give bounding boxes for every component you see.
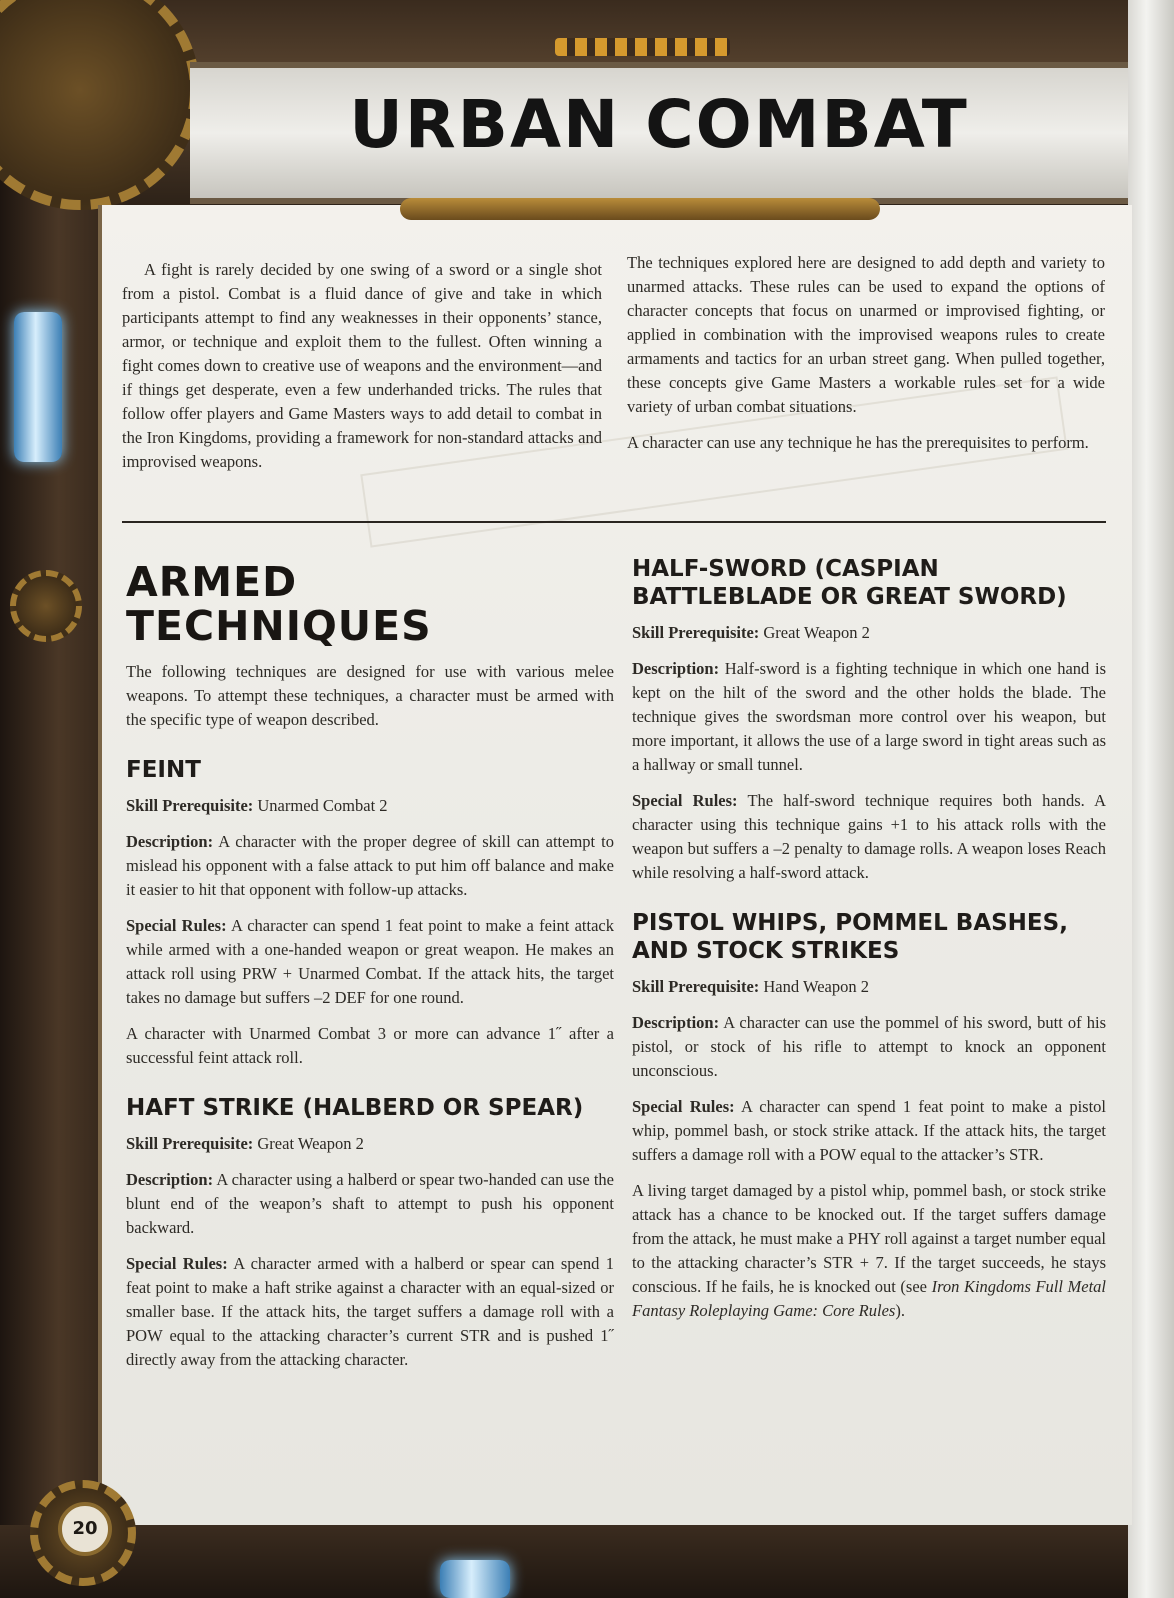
- haft-description: [126, 1168, 614, 1240]
- intro-left-column: [122, 258, 602, 486]
- section-heading: ARMED TECHNIQUES: [126, 558, 432, 650]
- glowing-tube-ornament: [14, 312, 62, 462]
- prereq-value: Great Weapon 2: [763, 623, 870, 642]
- section-intro: The following techniques are designed for use with various melee weapons. To attempt these techniques, a character must be armed with the specific type of weapon described.: [126, 662, 614, 729]
- special-rules-text: The half-sword technique requires both hands. A character using this technique gains +1 to his attack rolls with the weapon but suffers a –2 penalty to damage rolls. A weapon loses Reach while resolving a half-sword attack.: [632, 791, 1107, 882]
- book-title: Iron Kingdoms Full Metal Fantasy Roleplaying Game: Core Rules: [632, 1277, 1107, 1320]
- prereq-value: Great Weapon 2: [257, 1134, 364, 1153]
- right-column: [632, 555, 1106, 1335]
- special-rules-text: A character can spend 1 feat point to make a feint attack while armed with a one-handed weapon or great weapon. He makes an attack roll using PRW + Unarmed Combat. If the attack hits, the target takes no damage but suffers –2 DEF for one round.: [126, 916, 615, 1007]
- special-rules-label: Special Rules:: [632, 1097, 735, 1116]
- description-label: Description:: [126, 1170, 214, 1189]
- next-page-edge: [1128, 0, 1174, 1598]
- feint-prereq: [126, 794, 614, 818]
- half-sword-special-rules: [632, 789, 1106, 885]
- page-title: URBAN COMBAT: [349, 86, 969, 163]
- pistol-description: [632, 1011, 1106, 1083]
- closing-punctuation: ).: [895, 1301, 905, 1320]
- page-number: 20: [58, 1502, 112, 1556]
- intro-paragraph: A character can use any technique he has the prerequisites to perform.: [627, 433, 1089, 452]
- feint-extra: A character with Unarmed Combat 3 or more can advance 1˝ after a successful feint attack roll.: [126, 1024, 614, 1067]
- pistol-prereq: [632, 975, 1106, 999]
- prereq-label: Skill Prerequisite:: [632, 623, 760, 642]
- special-rules-label: Special Rules:: [126, 1254, 228, 1273]
- haft-strike-heading: HAFT STRIKE (HALBERD OR SPEAR): [126, 1095, 584, 1121]
- machinery-frame-bottom: [0, 1525, 1174, 1598]
- description-label: Description:: [632, 1013, 720, 1032]
- description-text: A character can use the pommel of his sword, butt of his pistol, or stock of his rifle to attempt to knock an opponent unconscious.: [632, 1013, 1106, 1080]
- prereq-label: Skill Prerequisite:: [126, 796, 254, 815]
- section-divider: [122, 521, 1106, 523]
- intro-paragraph: A fight is rarely decided by one swing of a sword or a single shot from a pistol. Combat is a fluid dance of give and take in which participants attempt to find any weaknesses in their opponents’ stance, armor, or technique and exploit them to the fullest. Often winning a fight comes down to creative use of weapons and the environment—and if things get desperate, even a few underhanded tricks. The rules that follow offer players and Game Masters ways to add detail to combat in the Iron Kingdoms, providing a framework for non-standard attacks and improvised weapons.: [122, 260, 602, 471]
- haft-special-rules: [126, 1252, 614, 1372]
- description-label: Description:: [632, 659, 720, 678]
- gear-icon: [10, 570, 82, 642]
- prereq-label: Skill Prerequisite:: [126, 1134, 254, 1153]
- prereq-label: Skill Prerequisite:: [632, 977, 760, 996]
- left-column: [126, 560, 614, 1384]
- special-rules-text: A character armed with a halberd or spear can spend 1 feat point to make a haft strike against a character with an equal-sized or smaller base. If the attack hits, the target suffers a damage roll with a POW equal to the attacking character’s current STR and is pushed 1˝ directly away from the attacking character.: [126, 1254, 614, 1369]
- special-rules-label: Special Rules:: [632, 791, 738, 810]
- description-label: Description:: [126, 832, 214, 851]
- description-text: Half-sword is a fighting technique in which one hand is kept on the hilt of the sword and the other holds the blade. The technique gives the swordsman more control over his weapon, but more important, it allows the use of a large sword in tight areas such as a hallway or small tunnel.: [632, 659, 1107, 774]
- special-rules-text: A character can spend 1 feat point to make a pistol whip, pommel bash, or stock strike attack. If the attack hits, the target suffers a damage roll with a POW equal to the attacker’s STR.: [632, 1097, 1107, 1164]
- feint-special-rules: [126, 914, 614, 1010]
- pistol-extra: [632, 1179, 1106, 1323]
- half-sword-prereq: [632, 621, 1106, 645]
- feint-description: [126, 830, 614, 902]
- feint-heading: FEINT: [126, 757, 201, 783]
- description-text: A character using a halberd or spear two-handed can use the blunt end of the weapon’s shaft to attempt to push his opponent backward.: [126, 1170, 615, 1237]
- rivet-lights-ornament: [555, 38, 730, 56]
- prereq-value: Unarmed Combat 2: [257, 796, 388, 815]
- intro-right-column: [627, 251, 1105, 467]
- banner-bottom-bar-ornament: [400, 198, 880, 220]
- pistol-special-rules: [632, 1095, 1106, 1167]
- haft-prereq: [126, 1132, 614, 1156]
- half-sword-description: [632, 657, 1106, 777]
- half-sword-heading: HALF-SWORD (CASPIAN BATTLEBLADE OR GREAT SWORD): [632, 556, 1067, 610]
- pistol-extra-text: A living target damaged by a pistol whip, pommel bash, or stock strike attack has a chance to be knocked out. If the target suffers damage from the attack, he must make a PHY roll against a target number equal to the attacking character’s STR + 7. If the target succeeds, he stays conscious. If he fails, he is knocked out (see: [632, 1181, 1106, 1296]
- special-rules-label: Special Rules:: [126, 916, 227, 935]
- glowing-tube-ornament: [440, 1560, 510, 1598]
- prereq-value: Hand Weapon 2: [763, 977, 869, 996]
- pistol-whips-heading: PISTOL WHIPS, POMMEL BASHES, AND STOCK STRIKES: [632, 910, 1068, 964]
- description-text: A character with the proper degree of skill can attempt to mislead his opponent with a false attack to put him off balance and make it easier to hit that opponent with follow-up attacks.: [126, 832, 614, 899]
- intro-paragraph: The techniques explored here are designed to add depth and variety to unarmed attacks. These rules can be used to expand the options of character concepts that focus on unarmed or improvised fighting, or applied in combination with the improvised weapons rules to create armaments and tactics for an urban street gang. When pulled together, these concepts give Game Masters a workable rules set for a wide variety of urban combat situations.: [627, 253, 1105, 416]
